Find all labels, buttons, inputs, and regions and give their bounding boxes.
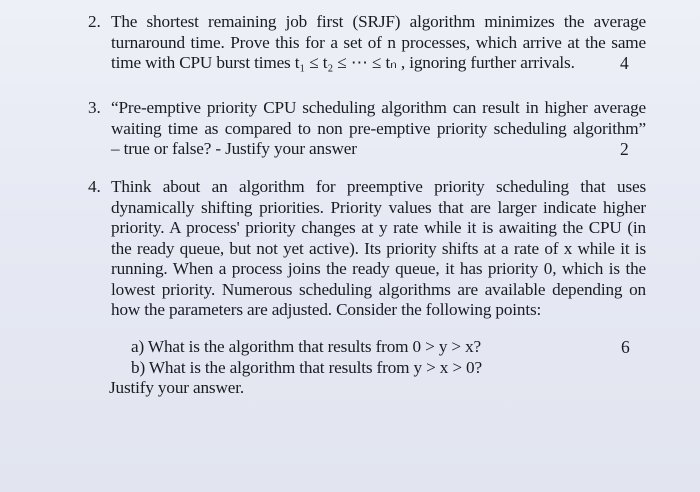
question-4-part-b: b) What is the algorithm that results from y > x > 0? (131, 358, 482, 377)
question-3-line-2: waiting time as compared to non pre-emptive priority scheduling algorithm” (111, 118, 646, 138)
question-4-line-1: Think about an algorithm for preemptive priority scheduling that uses (111, 177, 646, 196)
question-2 (88, 12, 646, 74)
question-4-part-a: a) What is the algorithm that results from 0 > y > x? (131, 337, 482, 356)
question-4-line-5: running. When a process joins the ready queue, it has priority 0, which is the (111, 259, 646, 278)
question-2-line-2: turnaround time. Prove this for a set of n processes, which arrive at the same (111, 32, 646, 52)
question-4-line-3: priority. A process' priority changes at y rate while it is awaiting the CPU (in (111, 218, 646, 237)
question-4-line-4: the ready queue, but not yet active). Its priority shifts at a rate of x while it is (111, 238, 646, 258)
question-3-marks: 2 (620, 139, 629, 159)
question-3-line-1: “Pre-emptive priority CPU scheduling algorithm can result in higher average (111, 98, 646, 117)
question-2-marks: 4 (620, 53, 629, 73)
question-2-line-3: time with CPU burst times t₁ ≤ t₂ ≤ ⋯ ≤ tₙ , ignoring further arrivals. (111, 53, 575, 72)
question-2-number: 2. (88, 12, 101, 31)
question-4-line-6: lowest priority. Numerous scheduling algorithms are available depending on (111, 279, 646, 299)
question-4-line-7: how the parameters are adjusted. Consider the following points: (111, 300, 542, 319)
question-4-marks: 6 (621, 337, 630, 357)
question-4-number: 4. (88, 177, 101, 196)
question-3-number: 3. (88, 98, 101, 117)
question-3-line-3: – true or false? - Justify your answer (111, 139, 357, 158)
question-4 (88, 177, 646, 321)
question-4-justify: Justify your answer. (109, 378, 244, 397)
question-3 (88, 98, 646, 160)
question-2-line-1: The shortest remaining job first (SRJF) algorithm minimizes the average (111, 12, 646, 31)
question-4-line-2: dynamically shifting priorities. Priority values that are larger indicate higher (111, 197, 646, 217)
